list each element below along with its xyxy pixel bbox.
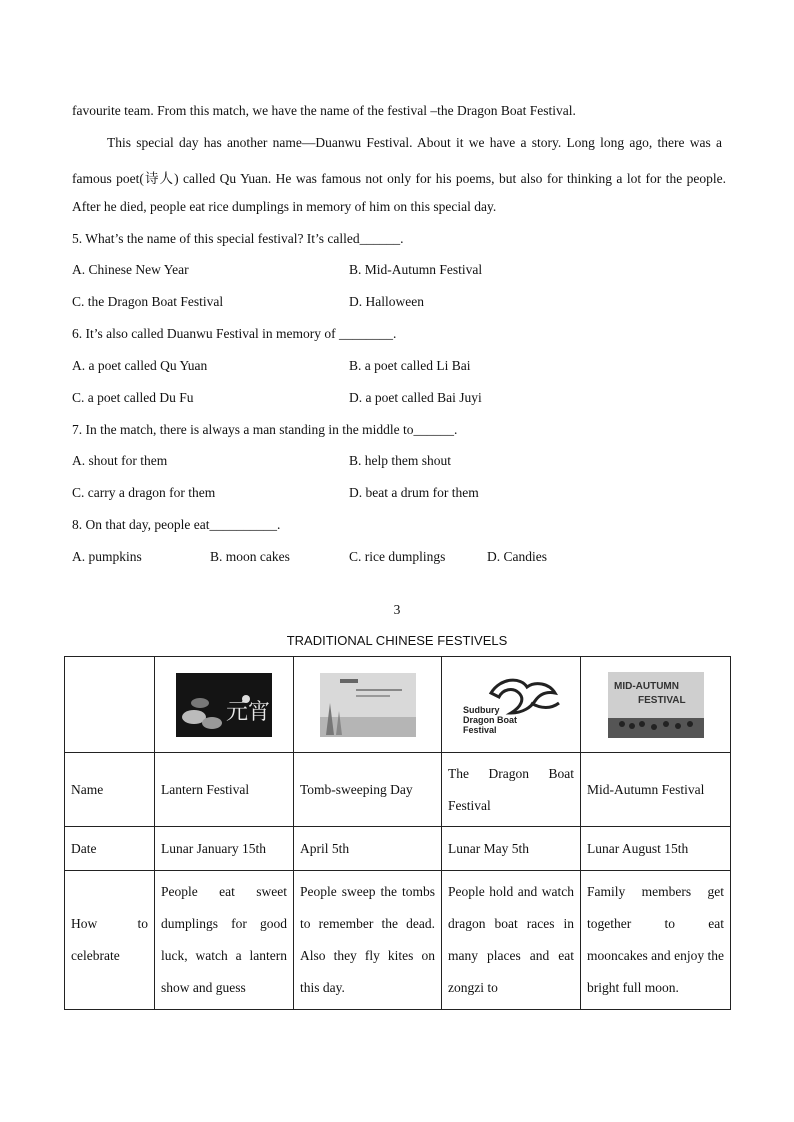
section-title: TRADITIONAL CHINESE FESTIVELS (286, 633, 508, 648)
question-7-stem: 7. In the match, there is always a man standing in the middle to______. (72, 422, 458, 437)
q5-option-c: C. the Dragon Boat Festival (72, 294, 224, 309)
dragon-boat-logo (461, 673, 561, 737)
question-5-stem: 5. What’s the name of this special festival? It’s called______. (72, 231, 404, 246)
question-6-stem: 6. It’s also called Duanwu Festival in memory of ________. (72, 326, 397, 341)
q8-option-a: A. pumpkins (72, 549, 142, 564)
q6-option-d: D. a poet called Bai Juyi (349, 390, 482, 405)
festival-celebration: People hold and watch dragon boat races in many places and eat zongzi to (442, 871, 581, 1010)
table-cell-image (155, 657, 294, 753)
festivals-table (64, 656, 731, 1010)
q5-option-a: A. Chinese New Year (72, 262, 189, 277)
svg-text:Festival: Festival (463, 724, 497, 735)
svg-text:FESTIVAL: FESTIVAL (637, 694, 686, 706)
passage-line: favourite team. From this match, we have the name of the festival –the Dragon Boat Festival. (72, 103, 576, 118)
table-row (65, 753, 731, 827)
festival-name: Tomb-sweeping Day (294, 753, 442, 827)
table-cell-image (442, 657, 581, 753)
festival-name: The Dragon Boat Festival (442, 753, 581, 827)
how-label: How to celebrate (65, 871, 155, 1010)
table-row (65, 827, 731, 871)
q7-option-a: A. shout for them (72, 453, 168, 468)
festival-celebration: Family members get together to eat mooncakes and enjoy the bright full moon. (581, 871, 731, 1010)
date-label: Date (65, 827, 155, 871)
festival-date: Lunar May 5th (442, 827, 581, 871)
festival-date: Lunar August 15th (581, 827, 731, 871)
q6-option-c: C. a poet called Du Fu (72, 390, 194, 405)
q5-option-b: B. Mid-Autumn Festival (349, 262, 483, 277)
table-cell-image (294, 657, 442, 753)
passage-line: After he died, people eat rice dumplings in memory of him on this special day. (72, 199, 497, 214)
q8-option-d: D. Candies (487, 549, 547, 564)
svg-text:Sudbury: Sudbury (463, 704, 500, 715)
q7-option-c: C. carry a dragon for them (72, 485, 216, 500)
q5-option-d: D. Halloween (349, 294, 424, 309)
table-cell-empty (65, 657, 155, 753)
table-row (65, 871, 731, 1010)
festival-date: Lunar January 15th (155, 827, 294, 871)
festival-name: Lantern Festival (155, 753, 294, 827)
table-row (65, 657, 731, 753)
table-cell-image (581, 657, 731, 753)
q8-option-c: C. rice dumplings (349, 549, 446, 564)
mid-autumn-image (608, 672, 704, 738)
tomb-sweeping-image (320, 673, 416, 737)
q6-option-b: B. a poet called Li Bai (349, 358, 471, 373)
festival-celebration: People eat sweet dumplings for good luck, watch a lantern show and guess (155, 871, 294, 1010)
q7-option-d: D. beat a drum for them (349, 485, 479, 500)
q7-option-b: B. help them shout (349, 453, 451, 468)
lantern-festival-image-text: 元宵 (226, 699, 271, 725)
q8-option-b: B. moon cakes (210, 549, 290, 564)
q6-option-a: A. a poet called Qu Yuan (72, 358, 208, 373)
svg-text:Dragon Boat: Dragon Boat (463, 714, 517, 725)
name-label: Name (65, 753, 155, 827)
passage-line: famous poet(诗人) called Qu Yuan. He was famous not only for his poems, but also for thinking a lot for the people. (72, 171, 726, 186)
festival-date: April 5th (294, 827, 442, 871)
passage-line: This special day has another name—Duanwu Festival. About it we have a story. Long long ago, there was a (107, 135, 722, 150)
festival-name: Mid-Autumn Festival (581, 753, 731, 827)
svg-text:MID-AUTUMN: MID-AUTUMN (613, 680, 679, 692)
festival-celebration: People sweep the tombs to remember the dead. Also they fly kites on this day. (294, 871, 442, 1010)
question-8-stem: 8. On that day, people eat__________. (72, 517, 281, 532)
section-number: 3 (393, 602, 401, 617)
lantern-festival-image (176, 673, 272, 737)
